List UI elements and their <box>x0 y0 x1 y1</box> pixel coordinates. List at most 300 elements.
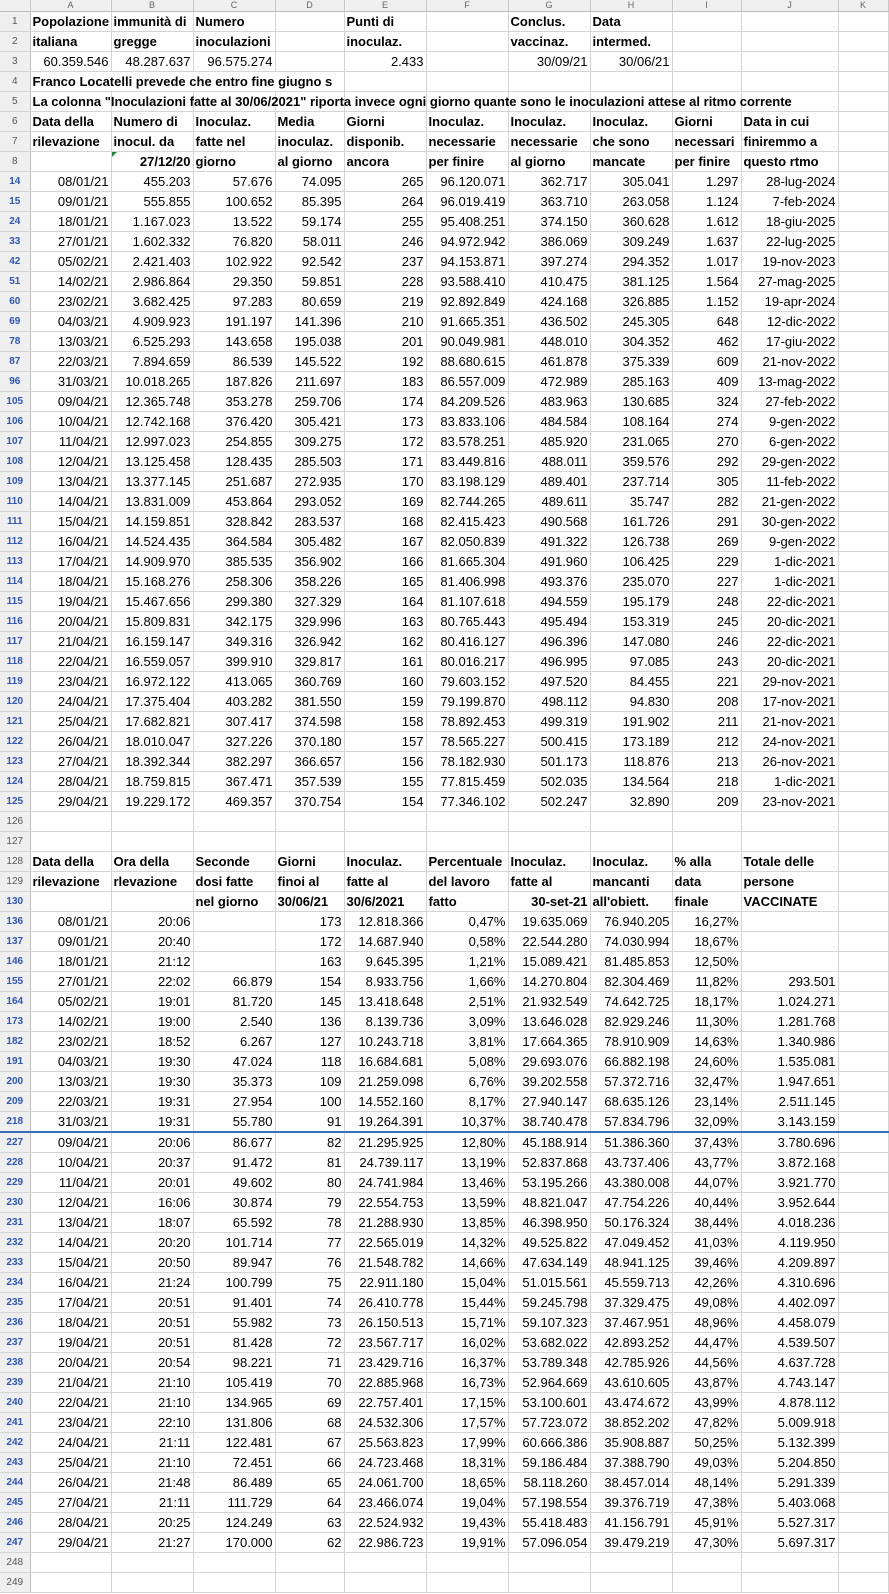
cell[interactable]: 2.433 <box>344 52 426 72</box>
cell[interactable]: 43.380.008 <box>590 1173 672 1193</box>
cell[interactable]: 81.107.618 <box>426 592 508 612</box>
cell[interactable]: 1,66% <box>426 972 508 992</box>
cell[interactable]: 47,30% <box>672 1533 741 1553</box>
cell[interactable]: 48.821.047 <box>508 1193 590 1213</box>
cell[interactable]: 10,37% <box>426 1112 508 1133</box>
cell[interactable]: 254.855 <box>193 432 275 452</box>
cell[interactable]: 17/04/21 <box>30 1293 111 1313</box>
header-cell[interactable]: inocul. da <box>111 132 193 152</box>
cell[interactable]: 1-dic-2021 <box>741 572 838 592</box>
cell[interactable] <box>838 332 888 352</box>
cell[interactable]: 41.156.791 <box>590 1513 672 1533</box>
header-cell[interactable]: Giorni <box>672 112 741 132</box>
cell[interactable] <box>344 1573 426 1593</box>
cell[interactable]: 12-dic-2022 <box>741 312 838 332</box>
cell[interactable]: 370.754 <box>275 792 344 812</box>
cell[interactable]: 462 <box>672 332 741 352</box>
row-header[interactable]: 123 <box>0 752 30 772</box>
cell[interactable]: 80.659 <box>275 292 344 312</box>
cell[interactable]: 57.198.554 <box>508 1493 590 1513</box>
header-cell[interactable]: finale <box>672 892 741 912</box>
cell[interactable]: 221 <box>672 672 741 692</box>
cell[interactable] <box>672 52 741 72</box>
row-header[interactable]: 112 <box>0 532 30 552</box>
cell[interactable] <box>426 1573 508 1593</box>
cell[interactable]: 30-gen-2022 <box>741 512 838 532</box>
cell[interactable]: 155 <box>344 772 426 792</box>
cell[interactable]: 40,44% <box>672 1193 741 1213</box>
cell[interactable]: 38.740.478 <box>508 1112 590 1133</box>
cell[interactable] <box>275 812 344 832</box>
cell[interactable]: 80.416.127 <box>426 632 508 652</box>
cell[interactable]: 14.524.435 <box>111 532 193 552</box>
cell[interactable] <box>838 692 888 712</box>
cell[interactable]: 14,66% <box>426 1253 508 1273</box>
row-header[interactable]: 244 <box>0 1473 30 1493</box>
cell[interactable]: 5,08% <box>426 1052 508 1072</box>
header-cell[interactable]: ancora <box>344 152 426 172</box>
cell[interactable]: 353.278 <box>193 392 275 412</box>
cell[interactable]: 42,26% <box>672 1273 741 1293</box>
cell[interactable]: 47.049.452 <box>590 1233 672 1253</box>
cell[interactable]: 100 <box>275 1092 344 1112</box>
row-header[interactable]: 246 <box>0 1513 30 1533</box>
cell[interactable]: 359.576 <box>590 452 672 472</box>
cell[interactable]: 15/04/21 <box>30 512 111 532</box>
cell[interactable]: 136 <box>275 1012 344 1032</box>
cell[interactable]: 94.830 <box>590 692 672 712</box>
cell[interactable]: 38,44% <box>672 1213 741 1233</box>
header-cell[interactable]: che sono <box>590 132 672 152</box>
cell[interactable]: 14/04/21 <box>30 1233 111 1253</box>
row-header[interactable]: 24 <box>0 212 30 232</box>
cell[interactable]: 11,30% <box>672 1012 741 1032</box>
cell[interactable] <box>30 1573 111 1593</box>
cell[interactable]: 82 <box>275 1132 344 1153</box>
header-cell[interactable]: Percentuale <box>426 852 508 872</box>
cell[interactable] <box>838 412 888 432</box>
cell[interactable] <box>193 1553 275 1573</box>
row-header[interactable]: 110 <box>0 492 30 512</box>
cell[interactable]: 237 <box>344 252 426 272</box>
cell[interactable] <box>838 712 888 732</box>
cell[interactable]: gregge <box>111 32 193 52</box>
cell[interactable] <box>838 1473 888 1493</box>
cell[interactable]: 173.189 <box>590 732 672 752</box>
cell[interactable]: 1-dic-2021 <box>741 772 838 792</box>
cell[interactable] <box>838 552 888 572</box>
cell[interactable]: 24-nov-2021 <box>741 732 838 752</box>
cell[interactable]: 16.684.681 <box>344 1052 426 1072</box>
cell[interactable]: 24.741.984 <box>344 1173 426 1193</box>
cell[interactable]: 367.471 <box>193 772 275 792</box>
cell[interactable] <box>838 272 888 292</box>
cell[interactable]: 18,67% <box>672 932 741 952</box>
cell[interactable]: 13.418.648 <box>344 992 426 1012</box>
row-header[interactable]: 60 <box>0 292 30 312</box>
cell[interactable]: 19,43% <box>426 1513 508 1533</box>
cell[interactable]: 493.376 <box>508 572 590 592</box>
cell[interactable]: 22.524.932 <box>344 1513 426 1533</box>
cell[interactable] <box>838 512 888 532</box>
cell[interactable]: 19:30 <box>111 1072 193 1092</box>
cell[interactable] <box>838 1553 888 1573</box>
cell[interactable] <box>30 832 111 852</box>
cell[interactable]: 1.602.332 <box>111 232 193 252</box>
cell[interactable]: 13.125.458 <box>111 452 193 472</box>
cell[interactable]: 501.173 <box>508 752 590 772</box>
row-header[interactable]: 107 <box>0 432 30 452</box>
cell[interactable] <box>838 1513 888 1533</box>
cell[interactable]: 21.288.930 <box>344 1213 426 1233</box>
cell[interactable]: 12/04/21 <box>30 1193 111 1213</box>
cell[interactable]: 6,76% <box>426 1072 508 1092</box>
cell[interactable] <box>590 832 672 852</box>
cell[interactable]: 304.352 <box>590 332 672 352</box>
cell[interactable]: Popolazione <box>30 12 111 32</box>
cell[interactable]: 23/02/21 <box>30 292 111 312</box>
row-header[interactable]: 118 <box>0 652 30 672</box>
header-cell[interactable]: all'obiett. <box>590 892 672 912</box>
cell[interactable]: 141.396 <box>275 312 344 332</box>
cell[interactable] <box>741 952 838 972</box>
cell[interactable]: 293.501 <box>741 972 838 992</box>
cell[interactable]: 283.537 <box>275 512 344 532</box>
cell[interactable]: 08/01/21 <box>30 172 111 192</box>
cell[interactable]: 09/01/21 <box>30 192 111 212</box>
cell[interactable]: 14/02/21 <box>30 272 111 292</box>
cell[interactable]: 1.612 <box>672 212 741 232</box>
cell[interactable]: 305.421 <box>275 412 344 432</box>
cell[interactable]: 91.472 <box>193 1153 275 1173</box>
cell[interactable]: 13/03/21 <box>30 1072 111 1092</box>
cell[interactable]: 64 <box>275 1493 344 1513</box>
cell[interactable]: 48.941.125 <box>590 1253 672 1273</box>
cell[interactable]: 14,63% <box>672 1032 741 1052</box>
row-header[interactable]: 127 <box>0 832 30 852</box>
cell[interactable]: 78.892.453 <box>426 712 508 732</box>
cell[interactable]: 170 <box>344 472 426 492</box>
row-header[interactable]: 78 <box>0 332 30 352</box>
cell[interactable]: 66 <box>275 1453 344 1473</box>
cell[interactable] <box>275 12 344 32</box>
cell[interactable]: 270 <box>672 432 741 452</box>
cell[interactable]: 21.548.782 <box>344 1253 426 1273</box>
cell[interactable]: 18/04/21 <box>30 572 111 592</box>
cell[interactable]: 55.780 <box>193 1112 275 1133</box>
cell[interactable] <box>426 32 508 52</box>
cell[interactable]: 21:48 <box>111 1473 193 1493</box>
cell[interactable]: 19:30 <box>111 1052 193 1072</box>
cell[interactable]: 27/01/21 <box>30 972 111 992</box>
cell[interactable]: 77.346.102 <box>426 792 508 812</box>
cell[interactable]: 86.557.009 <box>426 372 508 392</box>
cell[interactable]: 25/04/21 <box>30 712 111 732</box>
cell[interactable]: 76.940.205 <box>590 912 672 932</box>
cell[interactable] <box>672 72 741 92</box>
cell[interactable]: 17,15% <box>426 1393 508 1413</box>
cell[interactable]: 50.176.324 <box>590 1213 672 1233</box>
cell[interactable]: 648 <box>672 312 741 332</box>
cell[interactable]: 15,44% <box>426 1293 508 1313</box>
cell[interactable]: 43.737.406 <box>590 1153 672 1173</box>
cell[interactable]: 38.852.202 <box>590 1413 672 1433</box>
row-header[interactable]: 232 <box>0 1233 30 1253</box>
cell[interactable]: 102.922 <box>193 252 275 272</box>
cell[interactable]: 20:20 <box>111 1233 193 1253</box>
cell[interactable]: 20:51 <box>111 1313 193 1333</box>
cell[interactable] <box>838 832 888 852</box>
cell[interactable]: 122.481 <box>193 1433 275 1453</box>
cell[interactable]: 0,58% <box>426 932 508 952</box>
cell[interactable] <box>838 772 888 792</box>
cell[interactable]: 358.226 <box>275 572 344 592</box>
cell[interactable]: 47.634.149 <box>508 1253 590 1273</box>
cell[interactable] <box>838 1493 888 1513</box>
cell[interactable] <box>426 72 508 92</box>
cell[interactable]: 246 <box>672 632 741 652</box>
cell[interactable]: 1.947.651 <box>741 1072 838 1092</box>
column-header[interactable]: I <box>672 0 741 12</box>
header-cell[interactable]: Inoculaz. <box>344 852 426 872</box>
cell[interactable]: 57.834.796 <box>590 1112 672 1133</box>
cell[interactable]: 24.739.117 <box>344 1153 426 1173</box>
cell[interactable]: 30/09/21 <box>508 52 590 72</box>
cell[interactable]: 159 <box>344 692 426 712</box>
cell[interactable]: 20:51 <box>111 1293 193 1313</box>
row-header[interactable]: 116 <box>0 612 30 632</box>
cell[interactable]: 285.503 <box>275 452 344 472</box>
cell[interactable]: 14/02/21 <box>30 1012 111 1032</box>
cell[interactable]: 246 <box>344 232 426 252</box>
cell[interactable]: 24/04/21 <box>30 692 111 712</box>
cell[interactable]: 20:51 <box>111 1333 193 1353</box>
cell[interactable]: 14.552.160 <box>344 1092 426 1112</box>
row-header[interactable]: 15 <box>0 192 30 212</box>
cell[interactable]: 109 <box>275 1072 344 1092</box>
cell[interactable]: 32,09% <box>672 1112 741 1133</box>
cell[interactable]: 23.429.716 <box>344 1353 426 1373</box>
cell[interactable]: 29/04/21 <box>30 792 111 812</box>
cell[interactable]: 18:52 <box>111 1032 193 1052</box>
header-cell[interactable]: fatte al <box>344 872 426 892</box>
cell[interactable]: 5.204.850 <box>741 1453 838 1473</box>
cell[interactable]: 81.720 <box>193 992 275 1012</box>
cell[interactable]: 21-nov-2022 <box>741 352 838 372</box>
cell[interactable]: 22:02 <box>111 972 193 992</box>
cell[interactable]: 90.049.981 <box>426 332 508 352</box>
cell[interactable]: 237.714 <box>590 472 672 492</box>
cell[interactable]: 22-lug-2025 <box>741 232 838 252</box>
cell[interactable]: 171 <box>344 452 426 472</box>
header-cell[interactable]: rilevazione <box>30 132 111 152</box>
cell[interactable]: 77 <box>275 1233 344 1253</box>
cell[interactable]: 494.559 <box>508 592 590 612</box>
cell[interactable]: 47,38% <box>672 1493 741 1513</box>
header-cell[interactable]: giorno <box>193 152 275 172</box>
row-header[interactable]: 137 <box>0 932 30 952</box>
row-header[interactable]: 243 <box>0 1453 30 1473</box>
cell[interactable]: 27/04/21 <box>30 752 111 772</box>
cell[interactable]: 78 <box>275 1213 344 1233</box>
cell[interactable]: 9-gen-2022 <box>741 412 838 432</box>
cell[interactable] <box>741 832 838 852</box>
row-header[interactable]: 96 <box>0 372 30 392</box>
cell[interactable]: 195.179 <box>590 592 672 612</box>
cell[interactable] <box>30 1553 111 1573</box>
cell[interactable]: 163 <box>275 952 344 972</box>
row-header[interactable]: 8 <box>0 152 30 172</box>
cell[interactable] <box>111 812 193 832</box>
cell[interactable]: 12.365.748 <box>111 392 193 412</box>
header-cell[interactable]: 30-set-21 <box>508 892 590 912</box>
header-cell[interactable]: fatto <box>426 892 508 912</box>
cell[interactable]: 16.159.147 <box>111 632 193 652</box>
cell[interactable]: 167 <box>344 532 426 552</box>
cell[interactable]: 83.578.251 <box>426 432 508 452</box>
cell[interactable]: inoculazioni <box>193 32 275 52</box>
cell[interactable]: Data <box>590 12 672 32</box>
cell[interactable]: 10.018.265 <box>111 372 193 392</box>
cell[interactable]: 381.550 <box>275 692 344 712</box>
cell[interactable]: 83.449.816 <box>426 452 508 472</box>
cell[interactable]: 362.717 <box>508 172 590 192</box>
cell[interactable]: 21:24 <box>111 1273 193 1293</box>
cell[interactable]: 73 <box>275 1313 344 1333</box>
cell[interactable]: 282 <box>672 492 741 512</box>
cell[interactable]: 52.964.669 <box>508 1373 590 1393</box>
cell[interactable] <box>838 732 888 752</box>
cell[interactable]: 74.095 <box>275 172 344 192</box>
cell[interactable]: 43.610.605 <box>590 1373 672 1393</box>
column-header[interactable]: E <box>344 0 426 12</box>
cell[interactable] <box>508 812 590 832</box>
row-header[interactable]: 218 <box>0 1112 30 1133</box>
cell[interactable]: 09/01/21 <box>30 932 111 952</box>
cell[interactable] <box>193 1573 275 1593</box>
cell[interactable] <box>30 812 111 832</box>
cell[interactable]: 19.264.391 <box>344 1112 426 1133</box>
cell[interactable] <box>741 1573 838 1593</box>
cell[interactable]: 18-giu-2025 <box>741 212 838 232</box>
cell[interactable]: 4.119.950 <box>741 1233 838 1253</box>
cell[interactable]: Punti di <box>344 12 426 32</box>
cell[interactable] <box>838 72 888 92</box>
cell[interactable] <box>838 372 888 392</box>
row-header[interactable]: 126 <box>0 812 30 832</box>
header-cell[interactable]: nel giorno <box>193 892 275 912</box>
cell[interactable]: 375.339 <box>590 352 672 372</box>
row-header[interactable]: 33 <box>0 232 30 252</box>
cell[interactable] <box>672 1573 741 1593</box>
cell[interactable]: 27-feb-2022 <box>741 392 838 412</box>
cell[interactable]: 53.682.022 <box>508 1333 590 1353</box>
cell[interactable]: 229 <box>672 552 741 572</box>
cell[interactable]: 55.418.483 <box>508 1513 590 1533</box>
cell[interactable]: 1.167.023 <box>111 212 193 232</box>
header-cell[interactable]: mancanti <box>590 872 672 892</box>
cell[interactable]: 235.070 <box>590 572 672 592</box>
cell[interactable]: 82.304.469 <box>590 972 672 992</box>
cell[interactable] <box>193 832 275 852</box>
cell[interactable]: 13,19% <box>426 1153 508 1173</box>
cell[interactable]: 72.451 <box>193 1453 275 1473</box>
cell[interactable]: 27.940.147 <box>508 1092 590 1112</box>
cell[interactable]: 4.402.097 <box>741 1293 838 1313</box>
cell[interactable] <box>838 1413 888 1433</box>
cell[interactable]: 47,82% <box>672 1413 741 1433</box>
cell[interactable]: 18,65% <box>426 1473 508 1493</box>
cell[interactable]: 174 <box>344 392 426 412</box>
cell[interactable]: 91.665.351 <box>426 312 508 332</box>
cell[interactable]: 16/04/21 <box>30 532 111 552</box>
cell[interactable]: 62 <box>275 1533 344 1553</box>
cell[interactable]: 21:12 <box>111 952 193 972</box>
cell[interactable]: 51.386.360 <box>590 1132 672 1153</box>
cell[interactable]: 81.406.998 <box>426 572 508 592</box>
cell[interactable]: 72 <box>275 1333 344 1353</box>
cell[interactable]: 329.996 <box>275 612 344 632</box>
cell[interactable]: 170.000 <box>193 1533 275 1553</box>
cell[interactable]: 59.174 <box>275 212 344 232</box>
cell[interactable]: 67 <box>275 1433 344 1453</box>
row-header[interactable]: 228 <box>0 1153 30 1173</box>
cell[interactable]: 18.392.344 <box>111 752 193 772</box>
cell[interactable]: 13/04/21 <box>30 472 111 492</box>
cell[interactable] <box>275 1573 344 1593</box>
cell[interactable]: 134.965 <box>193 1393 275 1413</box>
cell[interactable]: 26/04/21 <box>30 732 111 752</box>
cell[interactable]: 21:11 <box>111 1433 193 1453</box>
header-cell[interactable]: 30/06/21 <box>275 892 344 912</box>
cell[interactable] <box>193 912 275 932</box>
cell[interactable]: 15/04/21 <box>30 1253 111 1273</box>
header-cell[interactable]: Inoculaz. <box>590 852 672 872</box>
cell[interactable]: 13.522 <box>193 212 275 232</box>
row-header[interactable]: 1 <box>0 12 30 32</box>
row-header[interactable]: 5 <box>0 92 30 112</box>
cell[interactable]: 53.789.348 <box>508 1353 590 1373</box>
cell[interactable]: 20-dic-2021 <box>741 612 838 632</box>
cell[interactable]: 245.305 <box>590 312 672 332</box>
cell[interactable] <box>508 832 590 852</box>
cell[interactable]: 212 <box>672 732 741 752</box>
cell[interactable] <box>275 1553 344 1573</box>
header-cell[interactable]: Data della <box>30 112 111 132</box>
cell[interactable]: 82.929.246 <box>590 1012 672 1032</box>
cell[interactable] <box>838 1132 888 1153</box>
cell[interactable]: 258.306 <box>193 572 275 592</box>
cell[interactable]: 9-gen-2022 <box>741 532 838 552</box>
cell[interactable]: 29-gen-2022 <box>741 452 838 472</box>
cell[interactable] <box>838 1213 888 1233</box>
cell[interactable]: 57.096.054 <box>508 1533 590 1553</box>
cell[interactable]: 25/04/21 <box>30 1453 111 1473</box>
row-header[interactable]: 238 <box>0 1353 30 1373</box>
header-cell[interactable]: fatte nel <box>193 132 275 152</box>
row-header[interactable]: 248 <box>0 1553 30 1573</box>
cell[interactable]: 161.726 <box>590 512 672 532</box>
cell[interactable] <box>838 52 888 72</box>
cell[interactable]: 502.035 <box>508 772 590 792</box>
cell[interactable]: 83.833.106 <box>426 412 508 432</box>
cell[interactable]: 20:40 <box>111 932 193 952</box>
column-header[interactable]: F <box>426 0 508 12</box>
cell[interactable] <box>672 812 741 832</box>
header-cell[interactable]: Inoculaz. <box>193 112 275 132</box>
cell[interactable]: 88.680.615 <box>426 352 508 372</box>
cell[interactable]: 30.874 <box>193 1193 275 1213</box>
